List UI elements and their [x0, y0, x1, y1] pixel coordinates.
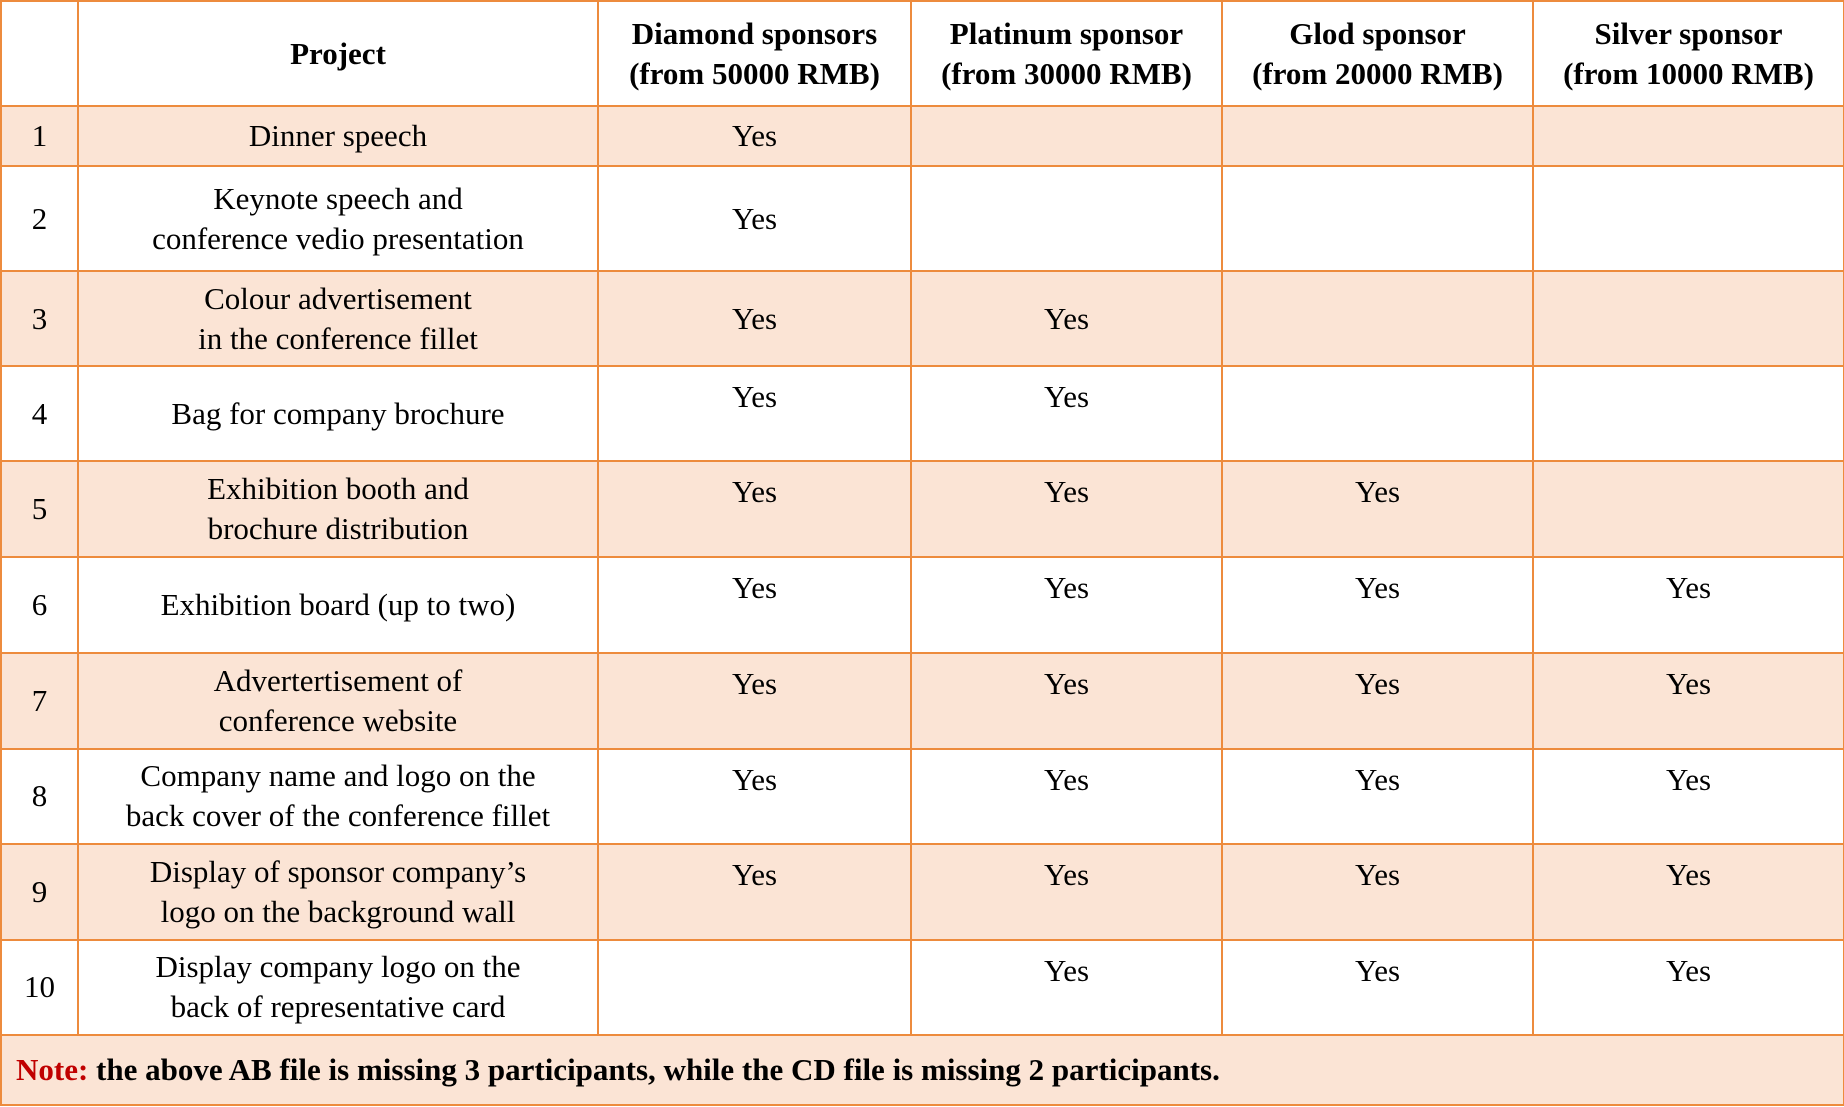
cell-silver	[1533, 106, 1844, 166]
table-row	[1, 166, 1844, 271]
cell-silver: Yes	[1533, 844, 1844, 940]
cell-diamond	[598, 940, 911, 1035]
cell-silver	[1533, 366, 1844, 461]
table-row	[1, 557, 1844, 652]
project-line: Dinner speech	[248, 118, 428, 154]
cell-platinum: Yes	[911, 940, 1222, 1035]
header-row	[1, 1, 1844, 106]
cell-silver: Yes	[1533, 557, 1844, 652]
project-line: Colour advertisement	[204, 280, 472, 316]
cell-platinum: Yes	[911, 366, 1222, 461]
row-number: 10	[1, 940, 78, 1035]
cell-gold: Yes	[1222, 844, 1533, 940]
note-row	[1, 1035, 1844, 1105]
cell-gold: Yes	[1222, 557, 1533, 652]
table-row	[1, 653, 1844, 749]
table-row	[1, 271, 1844, 366]
project-line: conference website	[218, 702, 458, 738]
note-cell	[1, 1035, 1844, 1105]
cell-diamond: Yes	[598, 106, 911, 166]
row-project	[78, 461, 598, 557]
header-tier-diamond	[598, 1, 911, 106]
cell-platinum	[911, 166, 1222, 271]
header-project: Project	[78, 1, 598, 106]
cell-gold: Yes	[1222, 940, 1533, 1035]
cell-diamond: Yes	[598, 461, 911, 557]
row-project	[78, 557, 598, 652]
row-number: 1	[1, 106, 78, 166]
header-index	[1, 1, 78, 106]
project-line: Display company logo on the	[155, 949, 521, 985]
row-number: 6	[1, 557, 78, 652]
project-line: Bag for company brochure	[171, 395, 505, 431]
table-row	[1, 749, 1844, 844]
row-number: 7	[1, 653, 78, 749]
project-line: Exhibition booth and	[207, 471, 469, 507]
project-line: logo on the background wall	[160, 893, 516, 929]
cell-silver	[1533, 166, 1844, 271]
project-line: conference vedio presentation	[152, 220, 524, 256]
cell-silver: Yes	[1533, 653, 1844, 749]
project-line: Display of sponsor company’s	[149, 853, 527, 889]
header-tier-name: Silver sponsor	[1594, 15, 1783, 51]
cell-silver	[1533, 271, 1844, 366]
cell-platinum: Yes	[911, 557, 1222, 652]
cell-diamond: Yes	[598, 653, 911, 749]
cell-diamond: Yes	[598, 557, 911, 652]
cell-silver	[1533, 461, 1844, 557]
header-tier-platinum	[911, 1, 1222, 106]
row-project	[78, 166, 598, 271]
project-line: Exhibition board (up to two)	[160, 586, 516, 622]
row-number: 2	[1, 166, 78, 271]
cell-diamond: Yes	[598, 844, 911, 940]
cell-platinum: Yes	[911, 844, 1222, 940]
row-project	[78, 271, 598, 366]
row-project	[78, 940, 598, 1035]
row-number: 8	[1, 749, 78, 844]
header-tier-price: (from 50000 RMB)	[629, 55, 880, 91]
project-line: Keynote speech and	[213, 180, 463, 216]
header-tier-price: (from 30000 RMB)	[941, 55, 1192, 91]
row-number: 4	[1, 366, 78, 461]
row-project	[78, 106, 598, 166]
row-number: 5	[1, 461, 78, 557]
cell-gold: Yes	[1222, 461, 1533, 557]
cell-gold: Yes	[1222, 749, 1533, 844]
header-tier-price: (from 20000 RMB)	[1252, 55, 1503, 91]
table-row	[1, 106, 1844, 166]
cell-diamond: Yes	[598, 366, 911, 461]
cell-gold	[1222, 106, 1533, 166]
header-tier-price: (from 10000 RMB)	[1563, 55, 1814, 91]
header-tier-name: Diamond sponsors	[631, 15, 878, 51]
cell-gold	[1222, 366, 1533, 461]
table-row	[1, 844, 1844, 940]
cell-platinum: Yes	[911, 653, 1222, 749]
header-tier-name: Platinum sponsor	[949, 15, 1184, 51]
note-text: the above AB file is missing 3 participants, while the CD file is missing 2 participants.	[88, 1051, 1220, 1087]
project-line: in the conference fillet	[198, 320, 478, 356]
row-project	[78, 749, 598, 844]
row-project	[78, 653, 598, 749]
cell-diamond: Yes	[598, 749, 911, 844]
cell-silver: Yes	[1533, 940, 1844, 1035]
table-row	[1, 461, 1844, 557]
table-row	[1, 940, 1844, 1035]
cell-gold	[1222, 271, 1533, 366]
header-tier-gold	[1222, 1, 1533, 106]
cell-gold	[1222, 166, 1533, 271]
cell-gold: Yes	[1222, 653, 1533, 749]
project-line: back cover of the conference fillet	[125, 798, 551, 834]
table-row	[1, 366, 1844, 461]
cell-diamond: Yes	[598, 271, 911, 366]
cell-platinum: Yes	[911, 461, 1222, 557]
row-project	[78, 366, 598, 461]
project-line: Advertertisement of	[213, 662, 463, 698]
cell-platinum: Yes	[911, 271, 1222, 366]
cell-silver: Yes	[1533, 749, 1844, 844]
cell-platinum	[911, 106, 1222, 166]
cell-diamond: Yes	[598, 166, 911, 271]
row-number: 9	[1, 844, 78, 940]
row-number: 3	[1, 271, 78, 366]
note-prefix: Note:	[16, 1051, 89, 1087]
header-tier-silver	[1533, 1, 1844, 106]
header-tier-name: Glod sponsor	[1289, 15, 1466, 51]
project-line: Company name and logo on the	[140, 758, 536, 794]
cell-platinum: Yes	[911, 749, 1222, 844]
project-line: back of representative card	[170, 989, 506, 1025]
row-project	[78, 844, 598, 940]
project-line: brochure distribution	[207, 511, 469, 547]
